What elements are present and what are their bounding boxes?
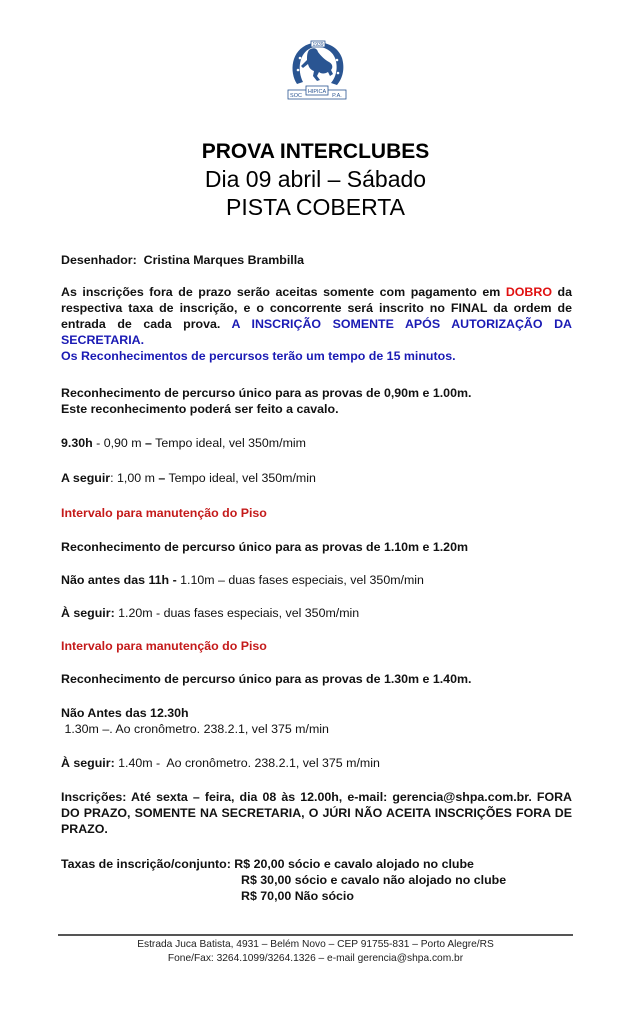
event-date: Dia 09 abril – Sábado	[204, 166, 427, 192]
recon-1-line-2: Este reconhecimento poderá ser feito a cavalo.	[61, 402, 339, 416]
class-time: À seguir:	[61, 606, 115, 620]
class-desc: 1.30m –. Ao cronômetro. 238.2.1, vel 375 m/min	[61, 722, 329, 736]
svg-text:1939: 1939	[312, 42, 324, 48]
class-110	[61, 572, 572, 588]
class-130	[61, 705, 572, 737]
class-time: 9.30h	[61, 436, 93, 450]
horse-horseshoe-emblem-icon	[287, 38, 347, 104]
late-entries-text-2: da respectiva taxa de inscrição, e o concorrente será inscrito no FINAL da ordem de entrada de cada prova.	[61, 285, 572, 331]
late-entries-paragraph	[61, 284, 572, 348]
svg-text:HIPICA: HIPICA	[307, 89, 327, 95]
event-venue: PISTA COBERTA	[226, 194, 405, 220]
authorization-notice: A INSCRIÇÃO SOMENTE APÓS AUTORIZAÇÃO DA SECRETARIA.	[61, 317, 572, 347]
footer-divider	[58, 934, 573, 936]
svg-text:SOC: SOC	[290, 93, 302, 99]
class-height: : 1,00 m	[110, 471, 159, 485]
footer-contact: Fone/Fax: 3264.1099/3264.1326 – e-mail gerencia@shpa.com.br	[167, 953, 464, 964]
class-time: A seguir	[61, 471, 111, 485]
class-desc: 1.10m – duas fases especiais, vel 350m/min	[180, 573, 424, 587]
document-header	[0, 139, 631, 221]
designer-label: Desenhador:	[61, 253, 137, 267]
recon-2: Reconhecimento de percurso único para as provas de 1.10m e 1.20m	[61, 540, 468, 554]
recon-1	[61, 385, 572, 417]
recon-3: Reconhecimento de percurso único para as provas de 1.30m e 1.40m.	[61, 672, 472, 686]
recon-1-line-1: Reconhecimento de percurso único para as provas de 0,90m e 1.00m.	[61, 386, 472, 400]
double-fee-highlight: DOBRO	[505, 285, 552, 299]
class-120	[61, 605, 572, 621]
footer-address: Estrada Juca Batista, 4931 – Belém Novo – CEP 91755-831 – Porto Alegre/RS	[137, 939, 494, 950]
event-title: PROVA INTERCLUBES	[201, 140, 430, 163]
course-designer	[61, 252, 572, 268]
recon-time-notice: Os Reconhecimentos de percursos terão um tempo de 15 minutos.	[61, 349, 456, 363]
late-entries-text: As inscrições fora de prazo serão aceitas somente com pagamento em	[61, 285, 506, 299]
interval-1: Intervalo para manutenção do Piso	[61, 506, 267, 520]
class-time: Não antes das 11h -	[61, 573, 181, 587]
class-desc: 1.40m - Ao cronômetro. 238.2.1, vel 375 m/min	[114, 756, 380, 770]
fee-item: R$ 20,00 sócio e cavalo alojado no clube	[234, 857, 474, 871]
class-desc: Tempo ideal, vel 350m/min	[165, 471, 316, 485]
designer-name: Cristina Marques Brambilla	[143, 253, 305, 267]
fee-item: R$ 70,00 Não sócio	[241, 889, 354, 903]
footer	[0, 938, 631, 966]
entry-fees	[61, 856, 506, 904]
club-logo	[287, 38, 347, 104]
class-140	[61, 755, 572, 771]
class-090	[61, 435, 572, 451]
class-time: À seguir:	[61, 756, 115, 770]
interval-2: Intervalo para manutenção do Piso	[61, 639, 267, 653]
fee-item: R$ 30,00 sócio e cavalo não alojado no clube	[241, 873, 507, 887]
registration-info: Inscrições: Até sexta – feira, dia 08 às 12.00h, e-mail: gerencia@shpa.com.br. FORA DO PRAZO, SOMENTE NA SECRETARIA, O JÚRI NÃO ACEITA INSCRIÇÕES FORA DE PRAZO.	[61, 790, 572, 836]
class-desc: Tempo ideal, vel 350m/mim	[151, 436, 306, 450]
dash: –	[145, 436, 152, 450]
class-height: - 0,90 m	[92, 436, 146, 450]
fees-label: Taxas de inscrição/conjunto:	[61, 857, 235, 871]
class-desc: 1.20m - duas fases especiais, vel 350m/min	[114, 606, 360, 620]
svg-text:P.A.: P.A.	[332, 93, 342, 99]
class-100	[61, 470, 572, 486]
dash: –	[158, 471, 166, 485]
class-time: Não Antes das 12.30h	[61, 706, 189, 720]
